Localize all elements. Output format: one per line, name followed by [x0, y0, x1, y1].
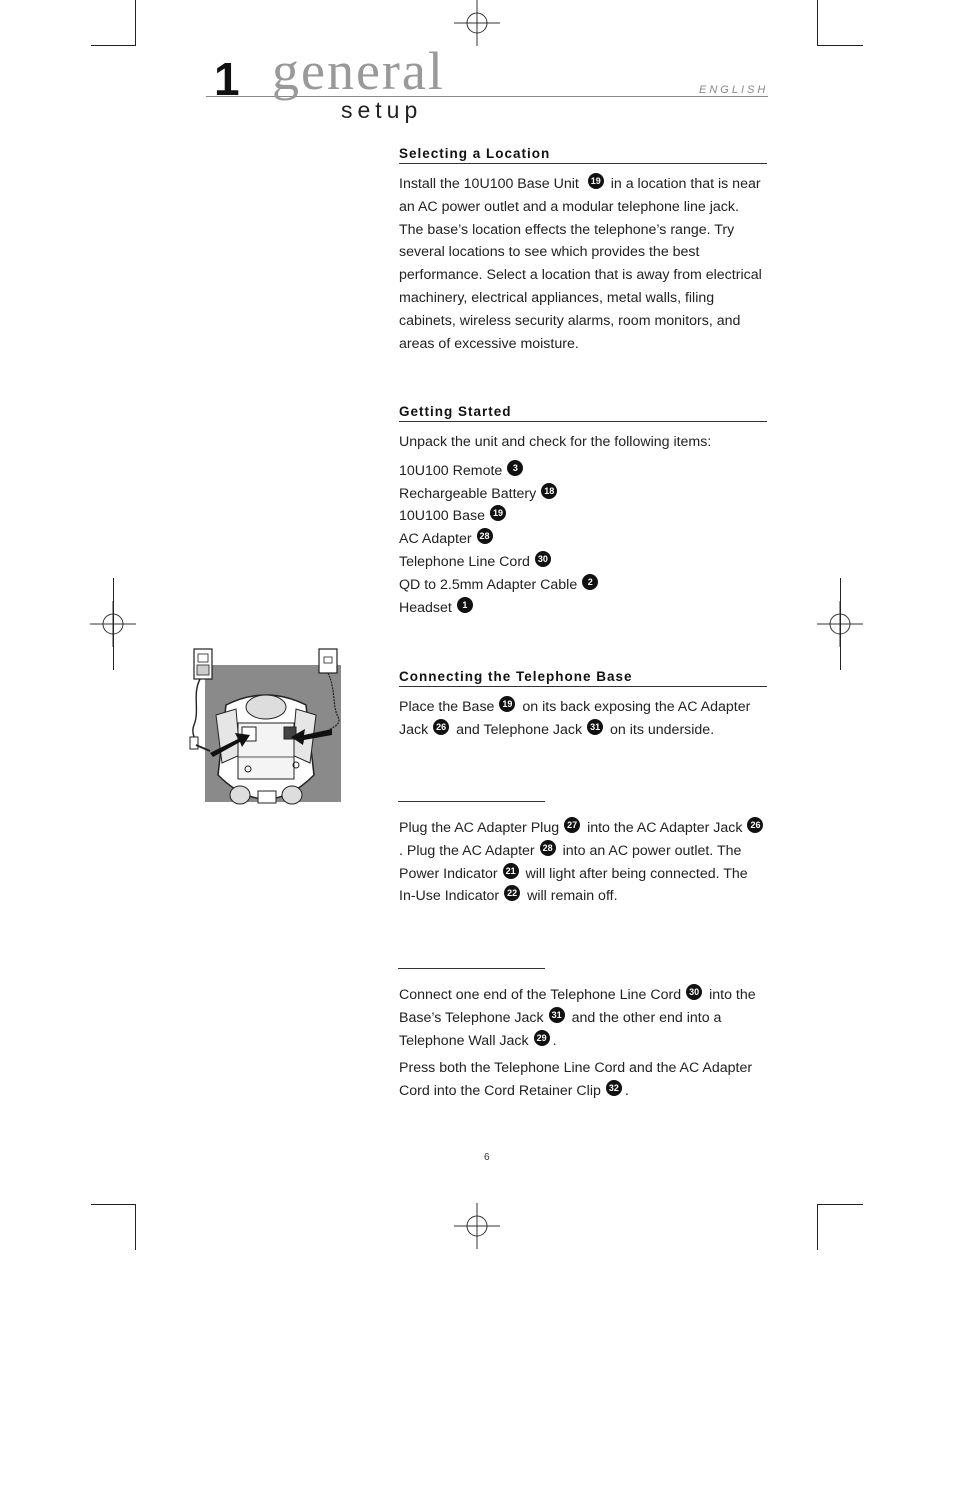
section-heading: Getting Started [399, 404, 767, 422]
crop-mark [135, 1204, 136, 1250]
divider [398, 801, 545, 802]
section-paragraph: Connect one end of the Telephone Line Cord 30 into the Base’s Telephone Jack 31 and the other end into a Telephone Wall Jack 29 . [399, 984, 767, 1052]
ref-number-badge: 30 [535, 551, 551, 567]
section-paragraph: Plug the AC Adapter Plug 27 into the AC Adapter Jack 26. Plug the AC Adapter 28 into an AC power outlet. The Power Indicator 21 will light after being connected. The In-Use Indicator 22 will remain off. [399, 817, 767, 908]
list-item: Telephone Line Cord 30 [399, 551, 767, 574]
ref-number-badge: 19 [588, 173, 604, 189]
section-paragraph: Install the 10U100 Base Unit 19 in a location that is near an AC power outlet and a modular telephone line jack. The base’s location effects the telephone’s range. Try several locations to see which provides the best performance. Select a location that is away from electrical machinery, electrical appliances, metal walls, filing cabinets, wireless security alarms, room monitors, and areas of excessive moisture. [399, 173, 767, 355]
crop-mark [135, 0, 136, 46]
registration-mark-top [454, 0, 500, 46]
crop-mark [91, 1204, 136, 1205]
section-paragraph: Place the Base 19 on its back exposing the AC Adapter Jack 26 and Telephone Jack 31 on its underside. [399, 696, 767, 742]
list-item: Headset 1 [399, 597, 767, 620]
crop-mark [91, 45, 136, 46]
list-item: AC Adapter 28 [399, 528, 767, 551]
language-label: ENGLISH [699, 84, 769, 96]
ref-number-badge: 19 [499, 696, 515, 712]
crop-mark [817, 1204, 818, 1250]
chapter-number: 1 [214, 53, 240, 105]
ref-number-badge: 26 [433, 719, 449, 735]
section-connecting-base [399, 669, 767, 742]
ref-number-badge: 32 [606, 1080, 622, 1096]
section-paragraph: Press both the Telephone Line Cord and the AC Adapter Cord into the Cord Retainer Clip 32 . [399, 1060, 753, 1100]
chapter-title: general [272, 41, 445, 101]
ref-number-badge: 29 [534, 1030, 550, 1046]
section-getting-started [399, 404, 767, 619]
crop-mark [840, 578, 841, 670]
crop-mark [817, 1204, 863, 1205]
ref-number-badge: 31 [549, 1007, 565, 1023]
list-item: 10U100 Remote 3 [399, 460, 767, 483]
section-selecting-location [399, 146, 767, 355]
page-number: 6 [484, 1152, 490, 1163]
crop-mark [817, 0, 818, 46]
section-heading: Connecting the Telephone Base [399, 669, 767, 687]
list-item: QD to 2.5mm Adapter Cable 2 [399, 574, 767, 597]
ref-number-badge: 22 [504, 885, 520, 901]
ref-number-badge: 18 [541, 483, 557, 499]
chapter-subtitle: setup [341, 97, 423, 123]
ref-number-badge: 1 [457, 597, 473, 613]
ref-number-badge: 2 [582, 574, 598, 590]
ref-number-badge: 28 [477, 528, 493, 544]
ref-number-badge: 19 [490, 505, 506, 521]
ref-number-badge: 30 [686, 984, 702, 1000]
ref-number-badge: 3 [507, 460, 523, 476]
crop-mark [113, 578, 114, 670]
ref-number-badge: 31 [587, 719, 603, 735]
section-heading: Selecting a Location [399, 146, 767, 164]
item-list [399, 460, 767, 620]
ref-number-badge: 27 [564, 817, 580, 833]
ref-number-badge: 21 [503, 863, 519, 879]
base-unit-drawing [186, 645, 346, 825]
divider [398, 968, 545, 969]
base-unit-illustration [186, 645, 346, 825]
section-intro: Unpack the unit and check for the following items: [399, 434, 712, 450]
ref-number-badge: 26 [747, 817, 763, 833]
list-item: Rechargeable Battery 18 [399, 483, 767, 506]
registration-mark-bottom [454, 1203, 500, 1249]
section-paragraph-block [399, 808, 767, 908]
ref-number-badge: 28 [540, 840, 556, 856]
list-item: 10U100 Base 19 [399, 505, 767, 528]
crop-mark [817, 45, 863, 46]
section-paragraph-block [399, 975, 767, 1103]
